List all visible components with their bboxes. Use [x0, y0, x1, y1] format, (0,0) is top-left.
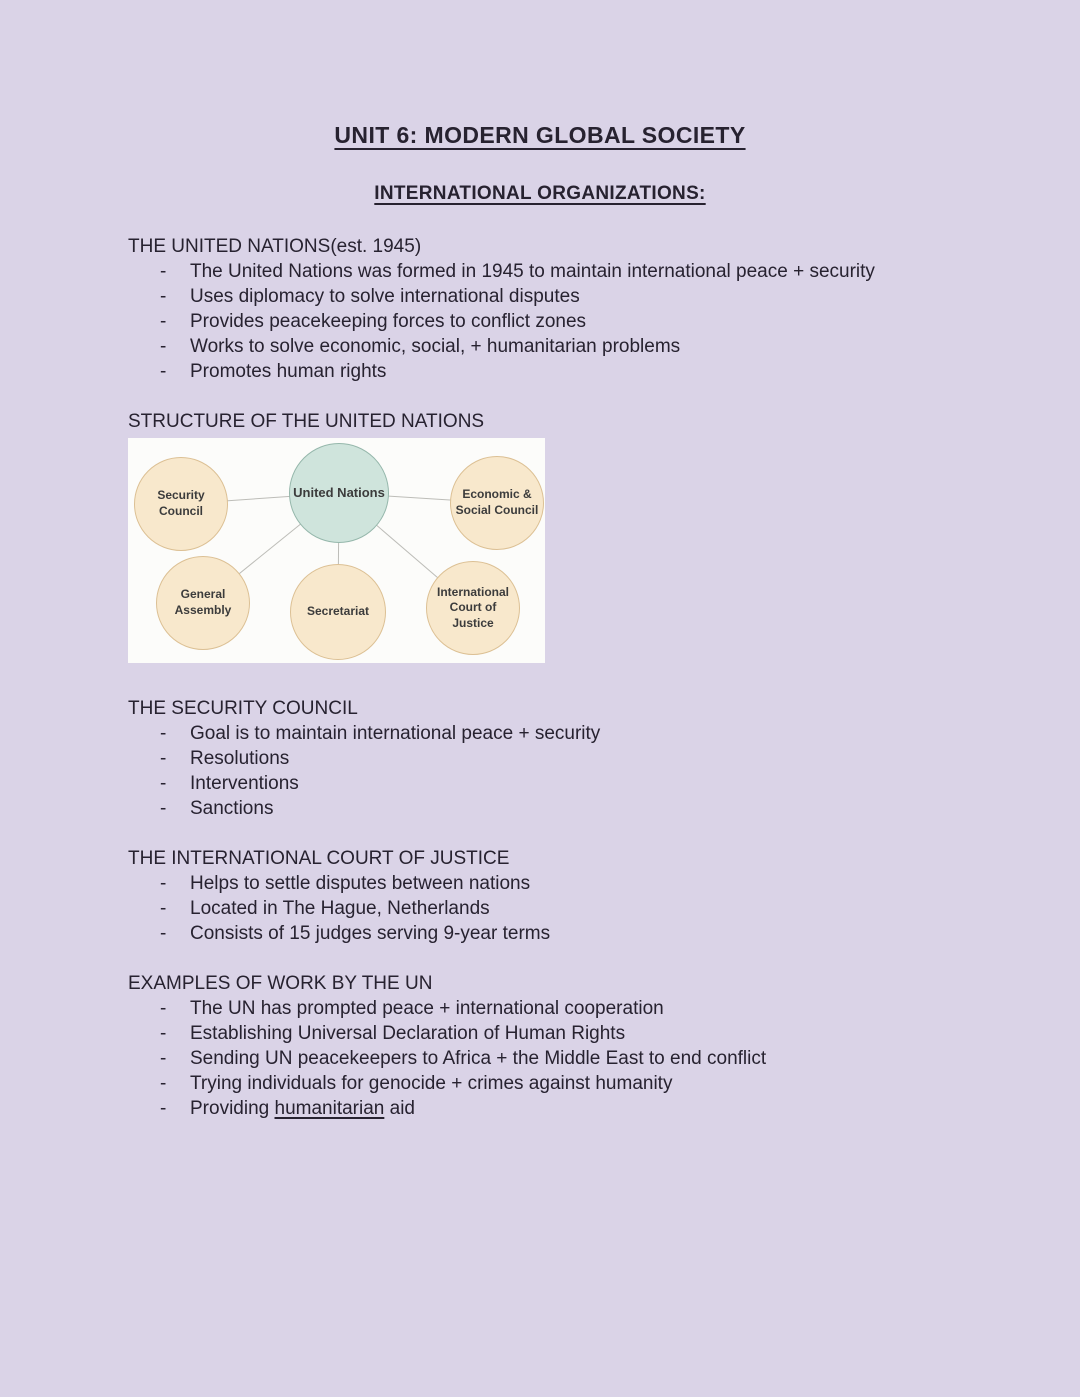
- bullet-text: - Establishing Universal Declaration of Human Rights: [190, 1023, 626, 1044]
- bullet-list: [128, 996, 930, 1121]
- section-heading: THE SECURITY COUNCIL: [128, 698, 358, 719]
- diagram-node-label: Secretariat: [306, 604, 370, 619]
- section-heading: EXAMPLES OF WORK BY THE UN: [128, 973, 433, 994]
- section-security-council: [128, 696, 930, 821]
- diagram-node-label: General Assembly: [174, 587, 232, 617]
- bullet-item: [128, 1021, 930, 1046]
- bullet-text: - Works to solve economic, social, + humanitarian problems: [190, 336, 681, 357]
- bullet-item: [128, 721, 930, 746]
- bullet-item: [128, 1096, 930, 1121]
- section-united-nations: [128, 234, 930, 384]
- bullet-item: [128, 359, 930, 384]
- bullet-list: [128, 259, 930, 384]
- section-heading: STRUCTURE OF THE UNITED NATIONS: [128, 411, 485, 432]
- bullet-text: - Helps to settle disputes between nations: [190, 873, 531, 894]
- page-content: [0, 234, 1080, 1121]
- bullet-item: [128, 771, 930, 796]
- section-examples-of-work: [128, 971, 930, 1121]
- diagram-node-economic-social-council: [450, 456, 544, 550]
- bullet-text: - Sending UN peacekeepers to Africa + the Middle East to end conflict: [190, 1048, 767, 1069]
- bullet-text: - Resolutions: [190, 748, 290, 769]
- bullet-item: [128, 284, 930, 309]
- bullet-text: - The UN has prompted peace + international cooperation: [190, 998, 664, 1019]
- bullet-item: [128, 871, 930, 896]
- diagram-node-security-council: [134, 457, 228, 551]
- bullet-text: - Located in The Hague, Netherlands: [190, 898, 490, 919]
- diagram-node-general-assembly: [156, 556, 250, 650]
- bullet-text: - Sanctions: [190, 798, 274, 819]
- bullet-item: [128, 746, 930, 771]
- page-subtitle: INTERNATIONAL ORGANIZATIONS:: [374, 183, 706, 204]
- diagram-node-label: Security Council: [157, 488, 205, 518]
- bullet-text: - Promotes human rights: [190, 361, 387, 382]
- bullet-item: [128, 796, 930, 821]
- page-title: UNIT 6: MODERN GLOBAL SOCIETY: [334, 122, 746, 148]
- section-un-structure: [128, 409, 930, 663]
- bullet-item: [128, 334, 930, 359]
- bullet-item: [128, 1046, 930, 1071]
- bullet-text-prefix: Providing: [190, 1098, 275, 1119]
- bullet-item: [128, 259, 930, 284]
- bullet-list: [128, 871, 930, 946]
- bullet-text: - Interventions: [190, 773, 299, 794]
- bullet-item: [128, 896, 930, 921]
- underlined-term: humanitarian: [274, 1098, 385, 1119]
- un-structure-diagram: [128, 438, 545, 663]
- diagram-node-united-nations: [289, 443, 389, 543]
- diagram-node-label: Economic & Social Council: [455, 487, 539, 517]
- bullet-text: - Provides peacekeeping forces to conflict zones: [190, 311, 587, 332]
- diagram-node-international-court: [426, 561, 520, 655]
- bullet-item: [128, 309, 930, 334]
- bullet-text: [190, 1096, 930, 1121]
- bullet-text: - Goal is to maintain international peace + security: [190, 723, 601, 744]
- bullet-list: [128, 721, 930, 821]
- bullet-item: [128, 996, 930, 1021]
- diagram-node-secretariat: [290, 564, 386, 660]
- bullet-text-suffix: aid: [384, 1098, 415, 1119]
- section-heading: THE UNITED NATIONS(est. 1945): [128, 236, 422, 257]
- bullet-text: - Uses diplomacy to solve international disputes: [190, 286, 580, 307]
- bullet-text: - Trying individuals for genocide + crimes against humanity: [190, 1073, 673, 1094]
- diagram-node-label: International Court of Justice: [436, 584, 509, 630]
- section-heading: THE INTERNATIONAL COURT OF JUSTICE: [128, 848, 510, 869]
- bullet-item: [128, 1071, 930, 1096]
- bullet-text: - The United Nations was formed in 1945 to maintain international peace + security: [190, 261, 875, 282]
- bullet-item: [128, 921, 930, 946]
- section-court-of-justice: [128, 846, 930, 946]
- bullet-text: - Consists of 15 judges serving 9-year terms: [190, 923, 551, 944]
- diagram-node-label: United Nations: [293, 484, 385, 500]
